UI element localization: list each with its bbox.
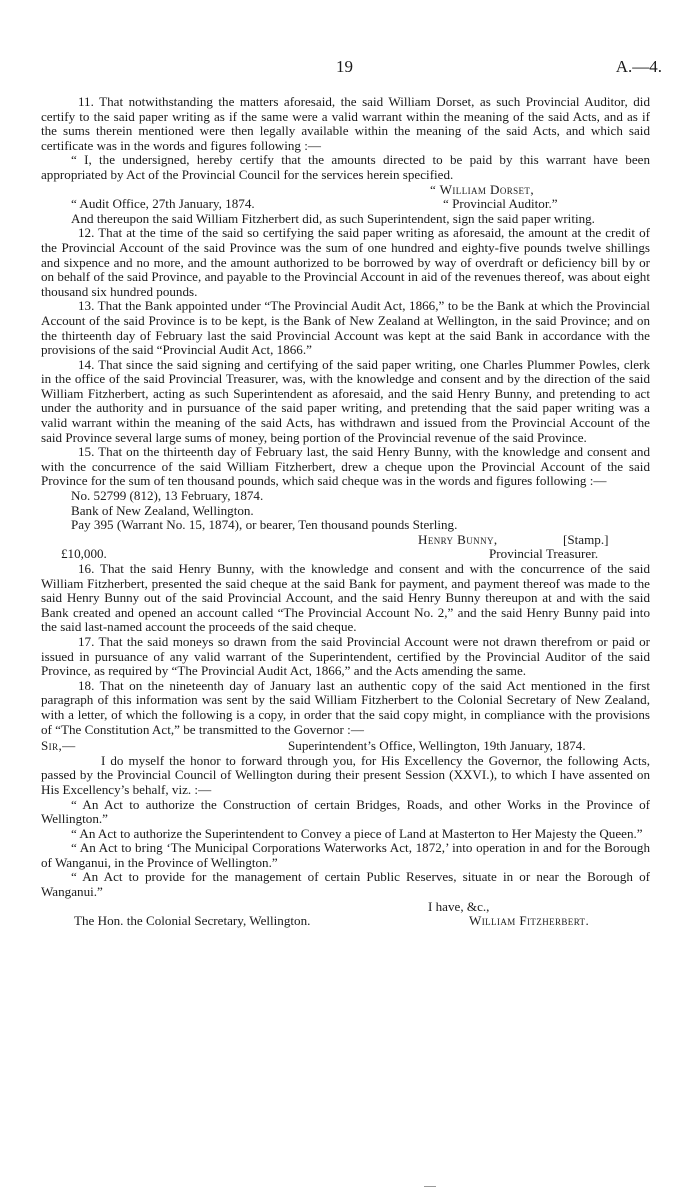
cheque-amount-row: [41, 547, 650, 562]
footer-rule: [424, 1186, 436, 1187]
letter-signature-row: [41, 914, 650, 929]
audit-office-date: “ Audit Office, 27th January, 1874.: [71, 196, 255, 212]
auditor-name: “ William Dorset,: [430, 181, 535, 197]
cheque-stamp: [Stamp.]: [563, 531, 609, 547]
act-item: “ An Act to authorize the Superintendent to Convey a piece of Land at Masterton to Her Majesty the Queen.”: [71, 825, 643, 841]
cheque-signer: Henry Bunny,: [418, 531, 498, 547]
auditor-title: “ Provincial Auditor.”: [443, 196, 558, 212]
paragraph-16: 16. That the said Henry Bunny, with the knowledge and consent and with the concurrence of the said William Fitzherbert, presented the said cheque at the said Bank for payment, and payment thereof was made to the said Henry Bunny out of the said Provincial Account, and the said Henry Bunny thereupon at and with the said Bank created and opened an account called “The Provincial Account No. 2,” and the said Henry Bunny paid into the said last-named account the proceeds of the said cheque.: [41, 561, 650, 635]
certificate-place-row: [41, 197, 650, 212]
cheque-text: [41, 489, 650, 533]
paragraph-11: 11. That notwithstanding the matters aforesaid, the said William Dorset, as such Provincial Auditor, did certify to the said paper writing as if the same were a valid warrant within the meaning of the said Acts, and as if the sums therein mentioned were then legally available within the meaning of the said Acts, and which said certificate was in the words and figures following :—: [41, 94, 650, 153]
letter-dateline: Superintendent’s Office, Wellington, 19th January, 1874.: [288, 738, 586, 754]
paragraph-14: 14. That since the said signing and certifying of the said paper writing, one Charles Plummer Powles, clerk in the office of the said Provincial Treasurer, was, with the knowledge and consent and by the direction of the said William Fitzherbert, acting as such Superintendent as aforesaid, and the said Henry Bunny, and pretending to act under the authority and in pursuance of the said paper writing, and pretending that the said paper writing was a valid warrant within the meaning of the said Acts, has withdrawn and issued from the Provincial Account of the said Province several large sums of money, being portion of the Provincial revenue of the said Province.: [41, 356, 650, 445]
paragraph-18: 18. That on the nineteenth day of January last an authentic copy of the said Act mentioned in the first paragraph of this information was sent by the said William Fitzherbert to the Colonial Secretary of New Zealand, with a letter, of which the following is a copy, in order that the said copy might, in compliance with the provisions of “The Constitution Act,” be transmitted to the Governor :—: [41, 677, 650, 737]
page-header: [0, 57, 700, 80]
cheque-pay-line: Pay 395 (Warrant No. 15, 1874), or bearer, Ten thousand pounds Sterling.: [71, 517, 458, 533]
document-body: [41, 95, 650, 929]
superintendent-signing: And thereupon the said William Fitzherbert did, as such Superintendent, sign the said paper writing.: [71, 210, 595, 226]
document-reference: A.—4.: [615, 57, 662, 76]
letter-salutation: Sir,—: [41, 738, 76, 754]
letter-signature: William Fitzherbert.: [469, 913, 590, 929]
cheque-signer-row: [41, 533, 650, 548]
act-item: “ An Act to bring ‘The Municipal Corporations Waterworks Act, 1872,’ into operation in and for the Borough of Wanganui, in the Province of Wellington.”: [41, 840, 650, 870]
act-item: “ An Act to authorize the Construction of certain Bridges, Roads, and other Works in the Province of Wellington.”: [41, 796, 650, 827]
letter-addressee: The Hon. the Colonial Secretary, Wellington.: [74, 913, 311, 929]
cheque-bank: Bank of New Zealand, Wellington.: [71, 502, 254, 518]
letter-intro: I do myself the honor to forward through you, for His Excellency the Governor, the following Acts, passed by the Provincial Council of Wellington during their present Session (XXVI.), to which I have assented on His Excellency’s behalf, viz. :—: [41, 752, 650, 797]
cheque-amount: £10,000.: [61, 546, 107, 562]
auditor-certificate: “ I, the undersigned, hereby certify that the amounts directed to be paid by this warrant have been appropriated by Act of the Provincial Council for the services herein specified.: [41, 152, 650, 182]
cheque-signer-title: Provincial Treasurer.: [489, 546, 599, 562]
certificate-signature-row: [41, 183, 650, 198]
letter-closing-row: [41, 900, 650, 915]
letter-closing: I have, &c.,: [428, 898, 490, 914]
paragraph-15: 15. That on the thirteenth day of February last, the said Henry Bunny, with the knowledge and consent and with the concurrence of the said William Fitzherbert, drew a cheque upon the Provincial Account of the said Province for the sum of ten thousand pounds, which said cheque was in the words and figures following :—: [41, 444, 650, 489]
cheque-number: No. 52799 (812), 13 February, 1874.: [71, 488, 264, 504]
act-item: “ An Act to provide for the management of certain Public Reserves, situate in or near the Borough of Wanganui.”: [41, 869, 650, 900]
letter-header-row: [41, 739, 650, 754]
paragraph-13: 13. That the Bank appointed under “The Provincial Audit Act, 1866,” to be the Bank at which the Provincial Account of the said Province is to be kept, is the Bank of New Zealand at Wellington, in the said Province; and on the thirteenth day of February last the said Provincial Account was kept at the said Bank in accordance with the provisions of the said “Provincial Audit Act, 1866.”: [41, 298, 650, 358]
paragraph-12: 12. That at the time of the said so certifying the said paper writing as aforesaid, the amount at the credit of the Provincial Account of the said Province was the sum of one hundred and eighty-five pounds twelve shillings and sixpence and no more, and the amount authorized to be borrowed by way of overdraft or deficiency bill by or on behalf of the said Province, and payable to the Provincial Account in aid of the revenues thereof, was about eight thousand six hundred pounds.: [41, 225, 650, 299]
paragraph-17: 17. That the said moneys so drawn from the said Provincial Account were not drawn therefrom or paid or issued in pursuance of any valid warrant of the Superintendent, certified by the Provincial Auditor of the said Province, as required by “The Provincial Audit Act, 1866,” and the Acts amending the same.: [41, 633, 650, 679]
page-number: 19: [336, 57, 353, 76]
